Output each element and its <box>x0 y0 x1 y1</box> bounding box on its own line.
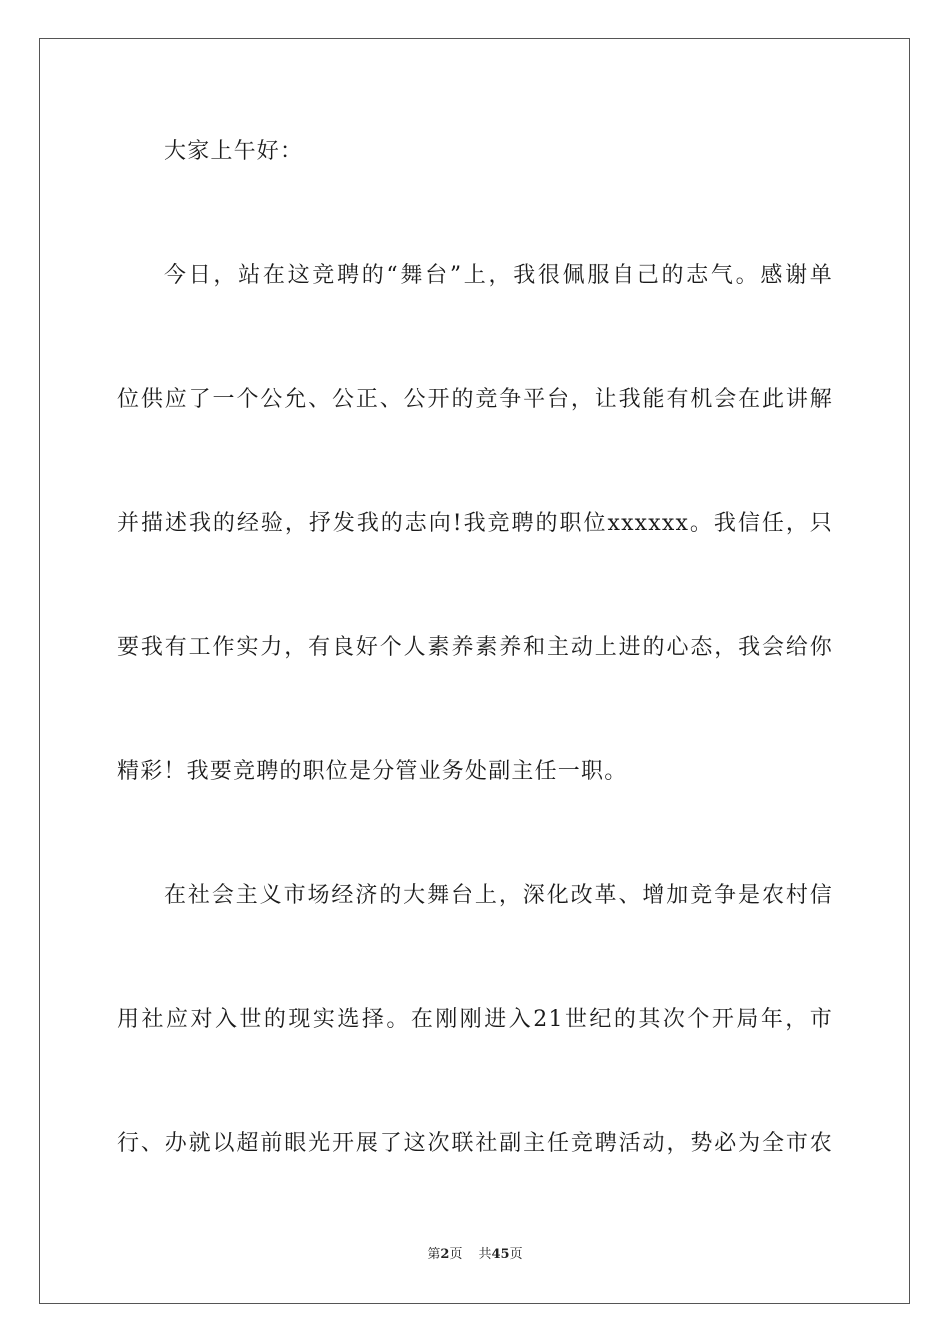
paragraph-line: 精彩！我要竞聘的职位是分管业务处副主任一职。 <box>117 759 628 784</box>
page-number: 2 <box>440 1247 450 1262</box>
total-pages: 45 <box>491 1247 510 1262</box>
paragraph-line: 要我有工作实力，有良好个人素养素养和主动上进的心态，我会给你 <box>117 635 833 660</box>
greeting-line: 大家上午好： <box>164 139 304 164</box>
total-prefix: 共 <box>478 1247 492 1262</box>
paragraph-line: 用社应对入世的现实选择。在刚刚进入21世纪的其次个开局年，市 <box>117 1007 833 1032</box>
paragraph-line: 今日，站在这竞聘的“舞台”上，我很佩服自己的志气。感谢单 <box>164 263 833 288</box>
paragraph-line: 位供应了一个公允、公正、公开的竞争平台，让我能有机会在此讲解 <box>117 387 833 412</box>
page-prefix: 第 <box>427 1247 441 1262</box>
page-frame <box>39 38 910 1304</box>
paragraph-line: 并描述我的经验，抒发我的志向!我竞聘的职位xxxxxx。我信任，只 <box>117 511 833 536</box>
paragraph-line: 行、办就以超前眼光开展了这次联社副主任竞聘活动，势必为全市农 <box>117 1131 833 1156</box>
paragraph-line: 在社会主义市场经济的大舞台上，深化改革、增加竞争是农村信 <box>164 883 833 908</box>
page-footer <box>0 1246 950 1264</box>
total-suffix: 页 <box>509 1247 523 1262</box>
page-suffix: 页 <box>449 1247 463 1262</box>
